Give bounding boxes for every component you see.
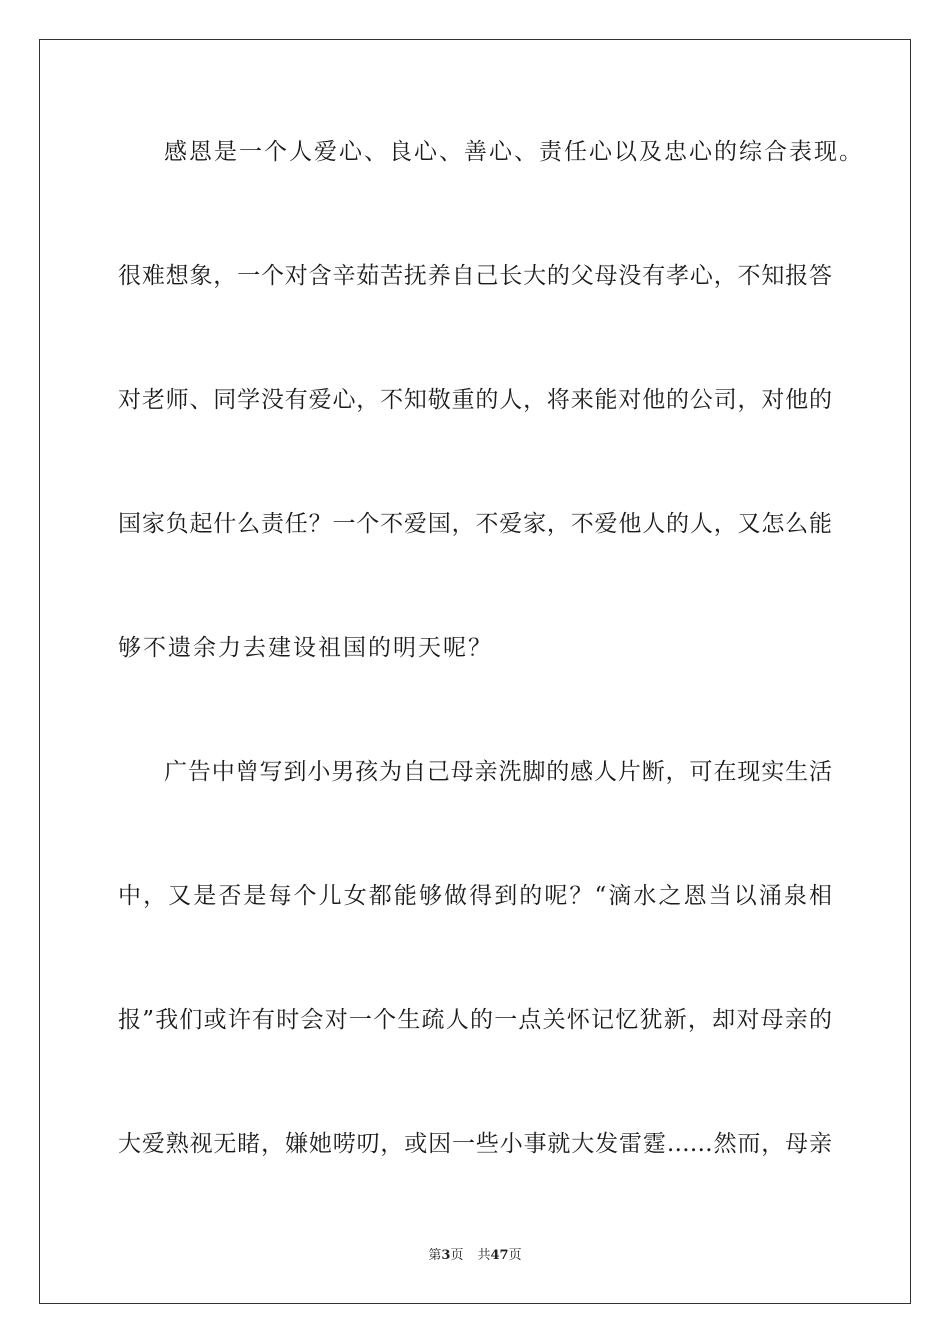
total-pages: 47 — [490, 1248, 509, 1263]
paragraph-2-line-1: 广告中曾写到小男孩为自己母亲洗脚的感人片断，可在现实生活 — [164, 759, 832, 785]
paragraph-1-line-1: 感恩是一个人爱心、良心、善心、责任心以及忠心的综合表现。 — [164, 139, 864, 165]
paragraph-1-line-2: 很难想象，一个对含辛茹苦抚养自己长大的父母没有孝心，不知报答 — [118, 263, 832, 289]
page-suffix: 页 — [450, 1248, 464, 1263]
paragraph-1-line-3: 对老师、同学没有爱心，不知敬重的人，将来能对他的公司，对他的 — [118, 387, 832, 413]
paragraph-1-line-5: 够不遗余力去建设祖国的明天呢？ — [118, 635, 493, 661]
paragraph-2-line-3: 报”我们或许有时会对一个生疏人的一点关怀记忆犹新，却对母亲的 — [118, 1007, 832, 1033]
total-prefix: 共 — [477, 1248, 491, 1263]
paragraph-2-line-2: 中，又是否是每个儿女都能够做得到的呢？“滴水之恩当以涌泉相 — [118, 883, 832, 909]
paragraph-2-line-4: 大爱熟视无睹，嫌她唠叨，或因一些小事就大发雷霆……然而，母亲 — [118, 1131, 832, 1157]
total-suffix: 页 — [508, 1248, 522, 1263]
paragraph-1-line-4: 国家负起什么责任？一个不爱国，不爱家，不爱他人的人，又怎么能 — [118, 511, 832, 537]
page-prefix: 第 — [428, 1248, 442, 1263]
page-footer — [0, 1248, 950, 1264]
page-number: 3 — [441, 1248, 451, 1263]
page-border — [39, 39, 911, 1304]
